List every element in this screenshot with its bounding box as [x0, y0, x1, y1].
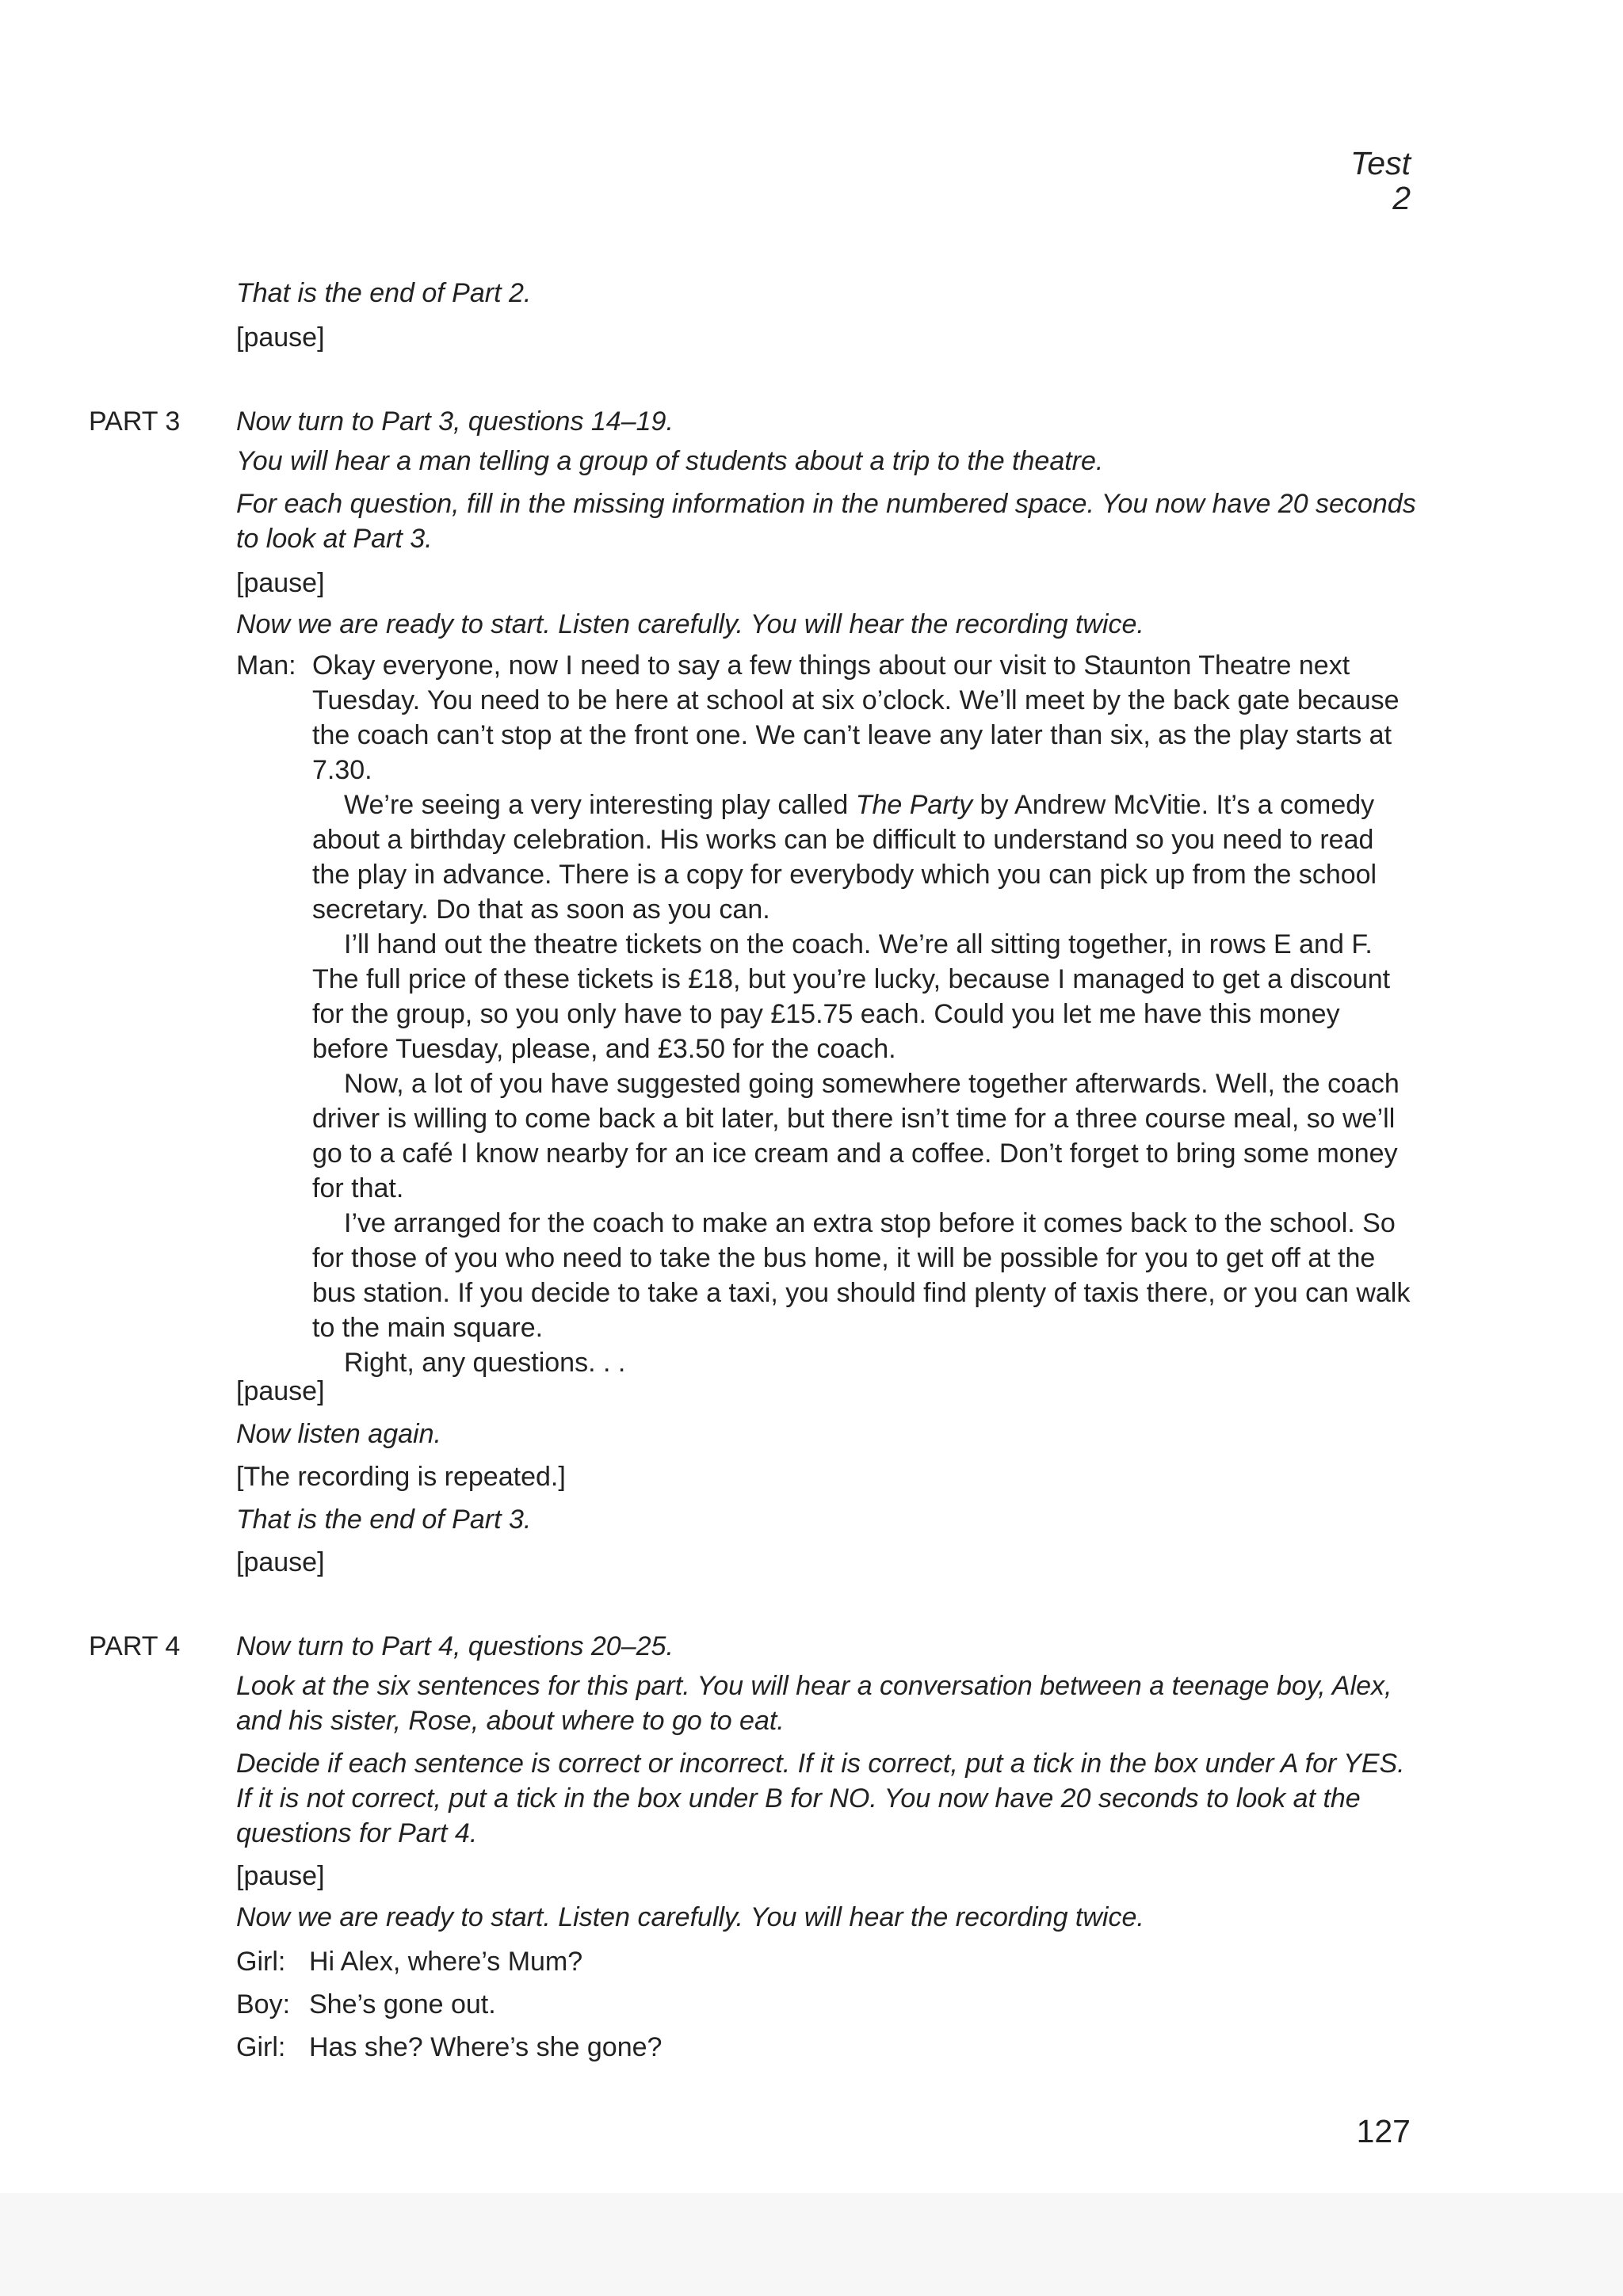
part3-intro: Now turn to Part 3, questions 14–19. [236, 406, 674, 437]
speech-paragraph-3: I’ll hand out the theatre tickets on the coach. We’re all sitting together, in rows E and F. The full price of these tickets is £18, but you’re lucky, because I managed to get a discount for the group, so you only have to pay £15.75 each. Could you let me have this money before Tuesday, please, and £3.50 for the coach. [312, 929, 1391, 1064]
speaker-man: Man: [236, 650, 296, 681]
dialogue-line [236, 1987, 1417, 2022]
part3-hear: You will hear a man telling a group of students about a trip to the theatre. [236, 446, 1104, 476]
part4-hear: Look at the six sentences for this part. You will hear a conversation between a teenage boy, Alex, and his sister, Rose, about where to go to eat. [236, 1671, 1392, 1736]
part3-pause-3: [pause] [236, 1547, 325, 1577]
page-header: Test 2 [1350, 145, 1411, 216]
speech-paragraph-1: Okay everyone, now I need to say a few things about our visit to Staunton Theatre next Tuesday. You need to be here at school at six o’clock. We’ll meet by the back gate because the coach can’t stop at the front one. We can’t leave any later than six, as the play starts at 7.30. [312, 650, 1400, 785]
speech-paragraph-6: Right, any questions. . . [344, 1348, 626, 1378]
part4-ready: Now we are ready to start. Listen carefully. You will hear the recording twice. [236, 1902, 1144, 1932]
part3-end-text: That is the end of Part 3. [236, 1505, 532, 1535]
page-number: 127 [1356, 2113, 1411, 2149]
dialogue-speaker: Boy: [236, 1989, 291, 2019]
speech-paragraph-4: Now, a lot of you have suggested going somewhere together afterwards. Well, the coach driver is willing to come back a bit later, but there isn’t time for a three course meal, so we’ll go to a café I know nearby for an ice cream and a coffee. Don’t forget to bring some money for that. [312, 1069, 1400, 1203]
part3-speech [236, 648, 1418, 1380]
part3-instructions: For each question, fill in the missing information in the numbered space. You now have 20 seconds to look at Part 3. [236, 489, 1416, 554]
dialogue-text: She’s gone out. [309, 1989, 496, 2019]
dialogue-line [236, 2030, 1417, 2065]
dialogue-speaker: Girl: [236, 1947, 286, 1977]
part4-instructions: Decide if each sentence is correct or incorrect. If it is correct, put a tick in the box under A for YES. If it is not correct, put a tick in the box under B for NO. You now have 20 seconds to look at the questions for Part 4. [236, 1749, 1405, 1848]
dialogue-text: Hi Alex, where’s Mum? [309, 1947, 583, 1977]
dialogue-text: Has she? Where’s she gone? [309, 2032, 663, 2062]
part3-pause-1: [pause] [236, 568, 325, 598]
part2-pause: [pause] [236, 322, 325, 353]
part4-intro: Now turn to Part 4, questions 20–25. [236, 1631, 674, 1661]
dialogue-line [236, 1944, 1417, 1979]
dialogue-speaker: Girl: [236, 2032, 286, 2062]
part4-label: PART 4 [89, 1631, 181, 1661]
play-title: The Party [855, 790, 973, 820]
part3-label: PART 3 [89, 406, 181, 437]
part3-ready: Now we are ready to start. Listen carefully. You will hear the recording twice. [236, 609, 1144, 639]
part3-repeated: [The recording is repeated.] [236, 1462, 566, 1492]
scan-background-edge [0, 2193, 1623, 2296]
part4-pause-1: [pause] [236, 1861, 325, 1891]
part3-pause-2: [pause] [236, 1376, 325, 1406]
speech-paragraph-2: We’re seeing a very interesting play called The Party by Andrew McVitie. It’s a comedy about a birthday celebration. His works can be difficult to understand so you need to read the play in advance. There is a copy for everybody which you can pick up from the school secretary. Do that as soon as you can. [312, 790, 1377, 925]
part2-end-text: That is the end of Part 2. [236, 278, 532, 308]
part3-listen-again: Now listen again. [236, 1419, 441, 1449]
speech-paragraph-5: I’ve arranged for the coach to make an extra stop before it comes back to the school. So for those of you who need to take the bus home, it will be possible for you to get off at the bus station. If you decide to take a taxi, you should find plenty of taxis there, or you can walk to the main square. [312, 1208, 1411, 1343]
